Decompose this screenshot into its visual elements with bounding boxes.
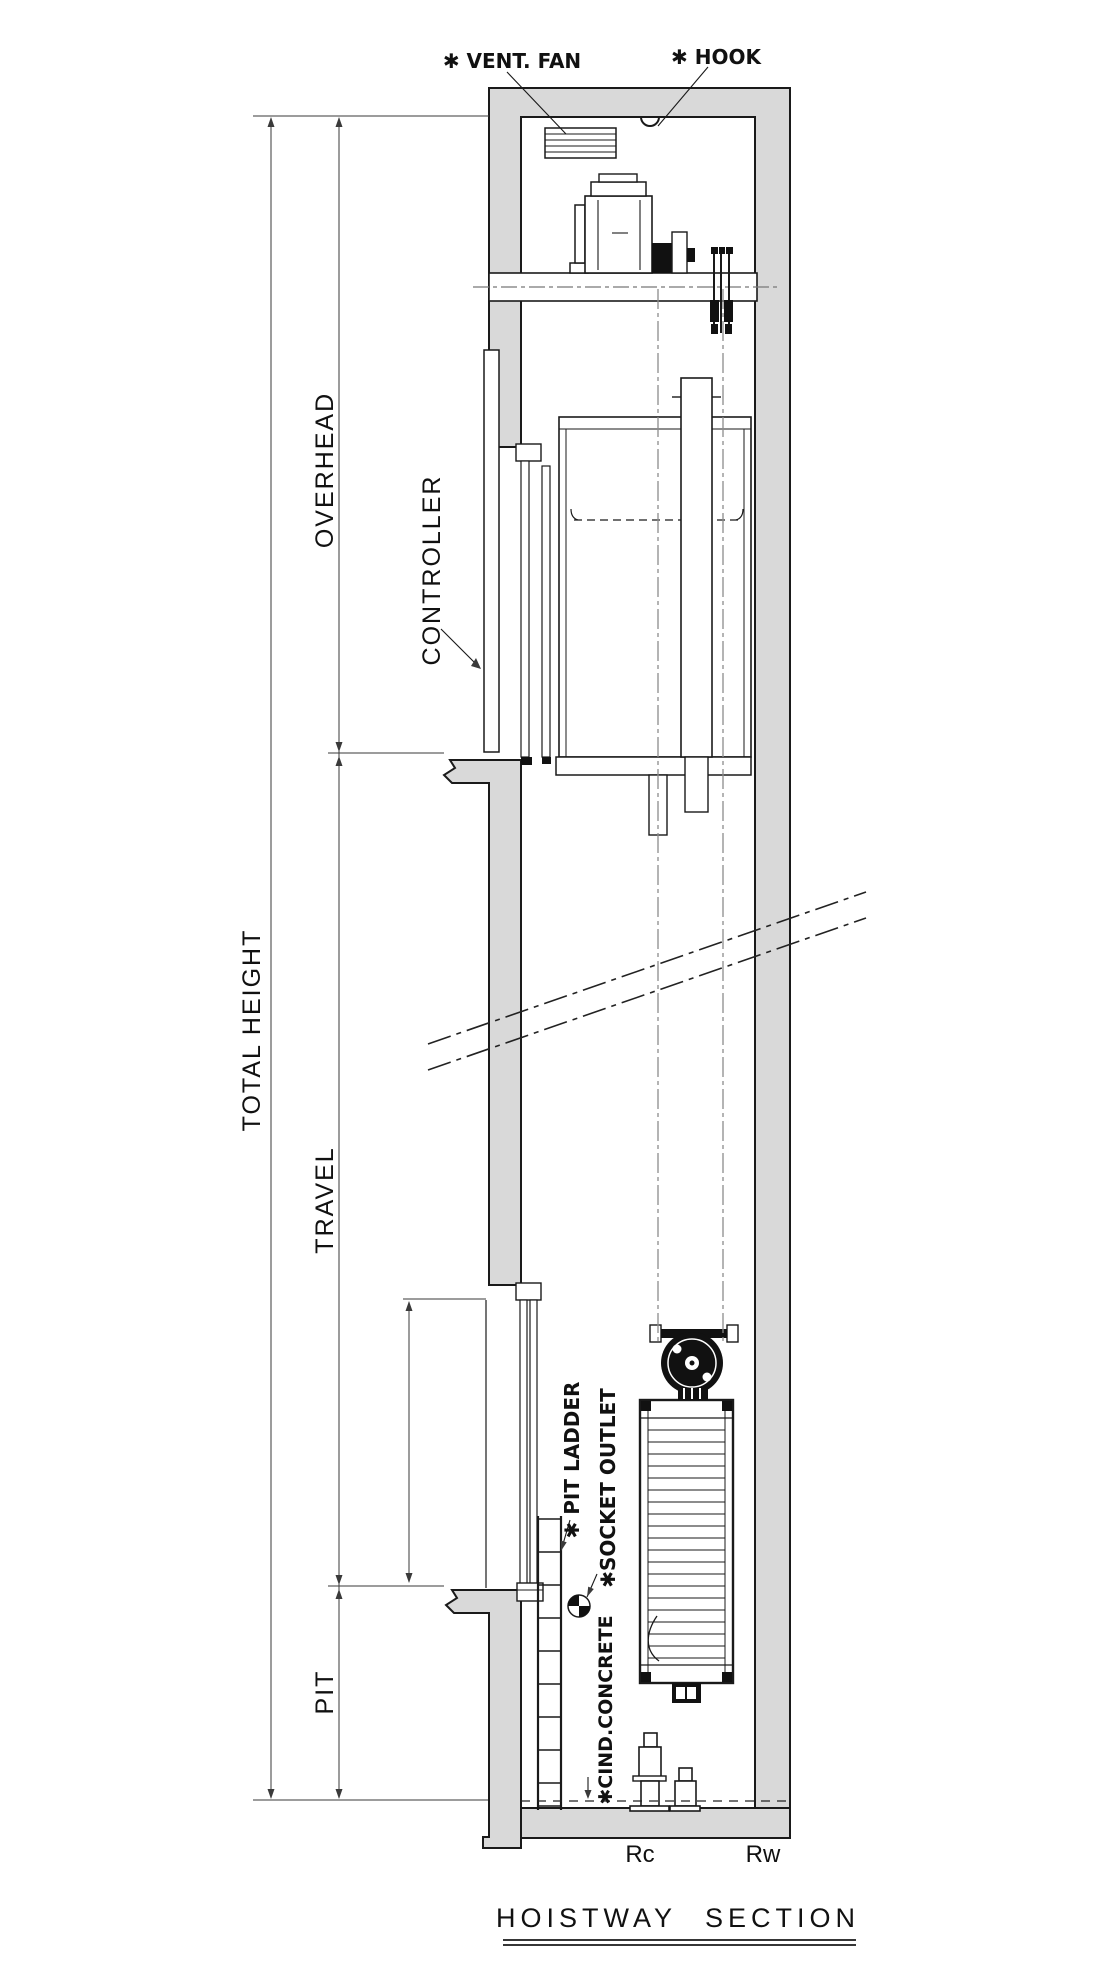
left-wall-bottom-landing — [446, 1590, 521, 1848]
counterweight-buffer — [670, 1768, 700, 1811]
bottom-landing-door — [486, 1283, 543, 1601]
car-buffer — [630, 1733, 669, 1811]
car-buffer-reaction-label: Rc — [625, 1841, 655, 1868]
controller-label: CONTROLLER — [418, 474, 446, 666]
travel-dimension-label: TRAVEL — [311, 1146, 339, 1254]
pit-ladder — [538, 1516, 561, 1810]
elevator-car — [556, 417, 751, 835]
pit-dimension-label: PIT — [311, 1669, 339, 1715]
pit-floor-slab — [521, 1808, 790, 1838]
vent-fan — [545, 128, 616, 158]
socket-outlet-label: ✱SOCKET OUTLET — [596, 1388, 620, 1588]
left-wall-top-landing — [444, 760, 521, 1285]
rope-hitch — [710, 247, 733, 334]
machine-beam — [473, 273, 780, 301]
overhead-dimension-label: OVERHEAD — [311, 391, 339, 549]
cind-concrete-label: ✱CIND.CONCRETE — [595, 1615, 617, 1805]
hook-label: ✱ HOOK — [671, 45, 761, 69]
ceiling-hook-icon — [641, 117, 659, 126]
hoisting-machine — [570, 174, 695, 273]
top-landing-door — [516, 444, 551, 765]
counterweight — [640, 1325, 738, 1703]
vent-fan-label: ✱ VENT. FAN — [442, 49, 582, 73]
pit-ladder-label: ✱ PIT LADDER — [560, 1381, 584, 1539]
dimension-lines — [253, 116, 489, 1800]
controller-cabinet — [484, 350, 499, 752]
counterweight-sheave — [650, 1325, 738, 1400]
door-height-dimension — [403, 1299, 486, 1583]
drawing-title-text: HOISTWAY SECTION — [495, 1903, 861, 1933]
drawing-title — [496, 1903, 860, 1945]
socket-outlet-symbol — [568, 1595, 590, 1617]
cwt-buffer-reaction-label: Rw — [745, 1841, 781, 1868]
counterweight-buffer-striker — [672, 1683, 701, 1703]
total-height-dimension-label: TOTAL HEIGHT — [238, 928, 266, 1132]
